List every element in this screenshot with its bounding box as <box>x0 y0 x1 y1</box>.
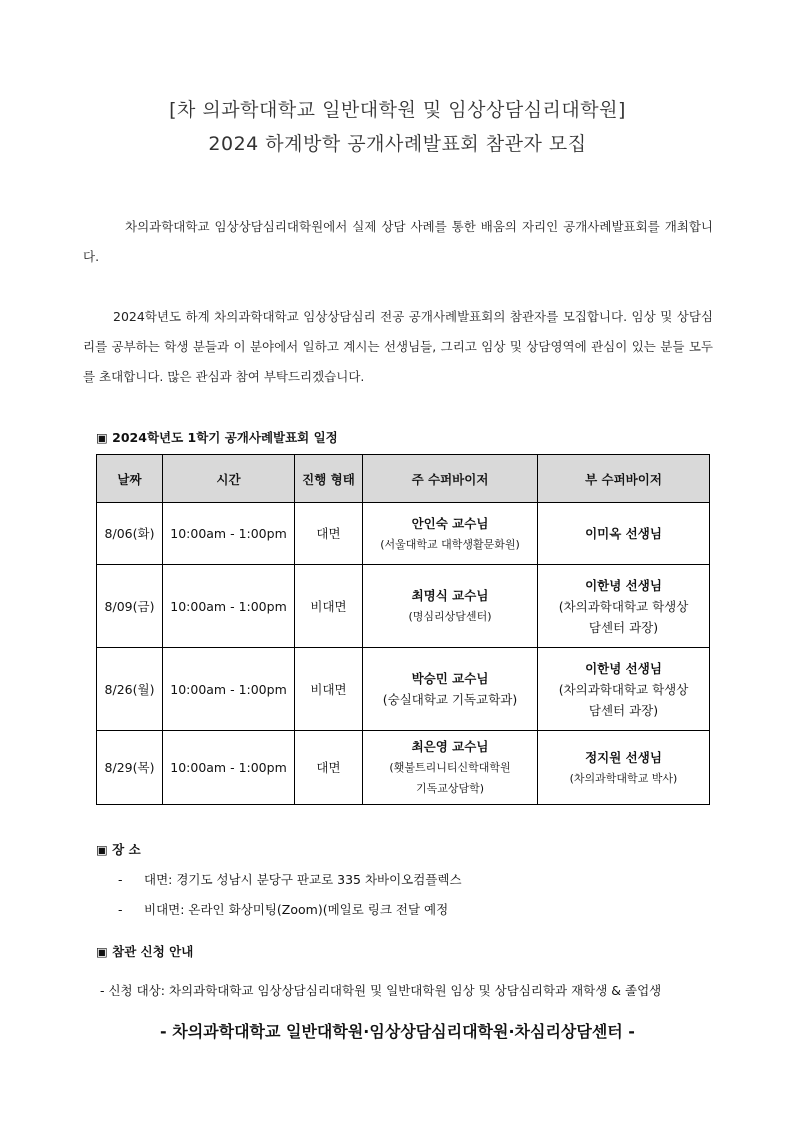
header-date: 날짜 <box>97 455 163 503</box>
table-row <box>97 648 710 731</box>
header-main-supervisor: 주 수퍼바이저 <box>363 455 538 503</box>
main-supervisor-affiliation: (서울대학교 대학생활문화원) <box>380 537 520 551</box>
venue-item: - 비대면: 온라인 화상미팅(Zoom)(메일로 링크 전달 예정 <box>118 902 449 917</box>
sub-supervisor-cell <box>538 731 710 805</box>
table-row <box>97 565 710 648</box>
schedule-table <box>96 454 710 805</box>
main-supervisor-name: 안인숙 교수님 <box>411 515 489 531</box>
schedule-heading: ▣ 2024학년도 1학기 공개사례발표회 일정 <box>96 430 338 445</box>
title-line-2: 2024 하계방학 공개사례발표회 참관자 모집 <box>208 133 587 155</box>
main-supervisor-affiliation: (명심리상담센터) <box>408 610 492 623</box>
sub-supervisor-name: 이미옥 선생님 <box>585 526 662 541</box>
mode-cell: 대면 <box>295 503 363 565</box>
main-supervisor-cell <box>363 565 538 648</box>
main-supervisor-affiliation: (숭실대학교 기독교학과) <box>382 692 518 707</box>
venue-item: - 대면: 경기도 성남시 분당구 판교로 335 차바이오컴플렉스 <box>118 872 462 887</box>
main-supervisor-name: 최은영 교수님 <box>411 739 489 754</box>
table-header-row <box>97 455 710 503</box>
sub-supervisor-name: 이한녕 선생님 <box>585 660 662 676</box>
time-cell: 10:00am - 1:00pm <box>163 731 295 805</box>
time-cell: 10:00am - 1:00pm <box>163 565 295 648</box>
apply-heading: ▣ 참관 신청 안내 <box>96 944 194 959</box>
date-cell: 8/06(화) <box>97 503 163 565</box>
mode-cell: 비대면 <box>295 648 363 731</box>
sub-supervisor-name: 정지원 선생님 <box>585 749 662 765</box>
time-cell: 10:00am - 1:00pm <box>163 648 295 731</box>
date-cell: 8/26(월) <box>97 648 163 731</box>
main-supervisor-cell <box>363 648 538 731</box>
venue-item-text: 대면: 경기도 성남시 분당구 판교로 335 차바이오컴플렉스 <box>144 872 462 887</box>
main-supervisor-name: 박승민 교수님 <box>411 671 489 686</box>
sub-supervisor-affiliation: (차의과학대학교 학생상담센터 과장) <box>558 598 689 635</box>
header-mode: 진행 형태 <box>295 455 363 503</box>
intro-paragraph-1: 차의과학대학교 임상상담심리대학원에서 실제 상담 사례를 통한 배움의 자리인 공개사례발표회를 개최합니다. <box>83 219 713 264</box>
title-line-1: [차 의과학대학교 일반대학원 및 임상상담심리대학원] <box>169 99 626 121</box>
mode-cell: 비대면 <box>295 565 363 648</box>
sub-supervisor-name: 이한녕 선생님 <box>585 577 662 593</box>
mode-cell: 대면 <box>295 731 363 805</box>
sub-supervisor-affiliation: (차의과학대학교 학생상담센터 과장) <box>558 681 689 718</box>
table-row <box>97 503 710 565</box>
date-cell: 8/09(금) <box>97 565 163 648</box>
venue-item-text: 비대면: 온라인 화상미팅(Zoom)(메일로 링크 전달 예정 <box>144 902 449 917</box>
main-supervisor-name: 최명식 교수님 <box>411 588 489 603</box>
sub-supervisor-cell <box>538 503 710 565</box>
sub-supervisor-cell <box>538 648 710 731</box>
main-supervisor-cell <box>363 731 538 805</box>
intro-paragraph-2: 2024학년도 하계 차의과학대학교 임상상담심리 전공 공개사례발표회의 참관자를 모집합니다. 임상 및 상담심리를 공부하는 학생 분들과 이 분야에서 일하고 계시는 선생님들, 그리고 임상 및 상담영역에 관심이 있는 분들 모두를 초대합니다. 많은 관심과 참여 부탁드리겠습니다. <box>83 309 713 384</box>
header-time: 시간 <box>163 455 295 503</box>
header-sub-supervisor: 부 수퍼바이저 <box>538 455 710 503</box>
time-cell: 10:00am - 1:00pm <box>163 503 295 565</box>
apply-note: - 신청 대상: 차의과학대학교 임상상담심리대학원 및 일반대학원 임상 및 상담심리학과 재학생 & 졸업생 <box>100 983 662 998</box>
venue-heading: ▣ 장 소 <box>96 842 141 857</box>
footer-organization: - 차의과학대학교 일반대학원·임상상담심리대학원·차심리상담센터 - <box>160 1022 635 1041</box>
table-row <box>97 731 710 805</box>
main-supervisor-affiliation: (횃불트리니티신학대학원 기독교상담학) <box>389 761 511 795</box>
date-cell: 8/29(목) <box>97 731 163 805</box>
main-supervisor-cell <box>363 503 538 565</box>
sub-supervisor-cell <box>538 565 710 648</box>
sub-supervisor-affiliation: (차의과학대학교 박사) <box>569 771 678 785</box>
